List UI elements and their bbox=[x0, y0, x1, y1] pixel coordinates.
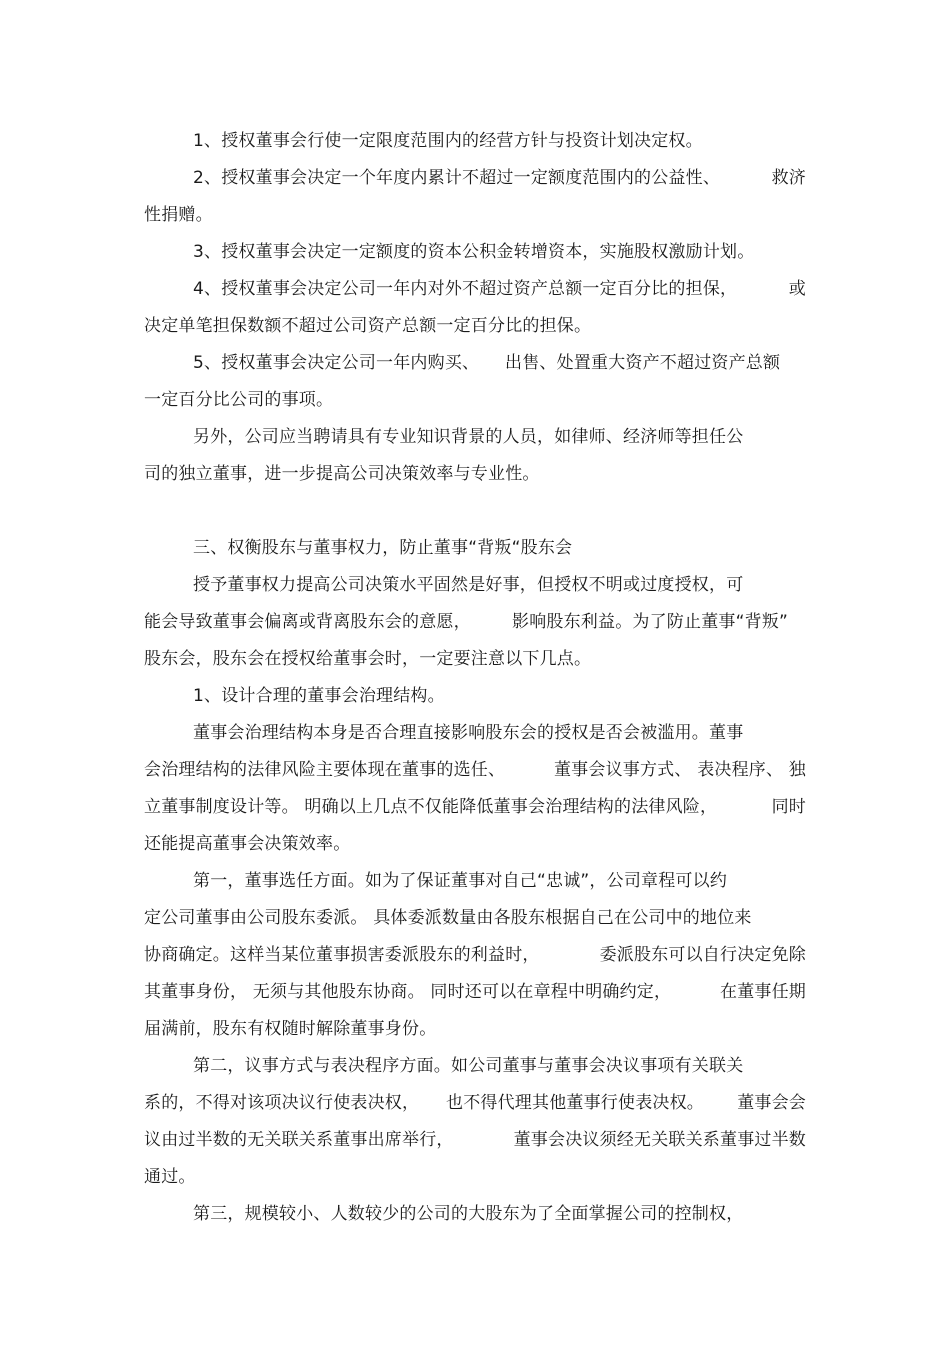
text-line-fragment: 影响股东利益。为了防止董事“背叛” bbox=[512, 612, 789, 632]
text-line: 立董事制度设计等。 明确以上几点不仅能降低董事会治理结构的法律风险， bbox=[144, 797, 718, 817]
text-line: 1、授权董事会行使一定限度范围内的经营方针与投资计划决定权。 bbox=[193, 131, 703, 151]
text-line-fragment: 董事会会 bbox=[737, 1093, 806, 1113]
text-line: 其董事身份， 无须与其他股东协商。 同时还可以在章程中明确约定， bbox=[144, 982, 672, 1002]
text-line: 协商确定。这样当某位董事损害委派股东的利益时， bbox=[144, 945, 540, 965]
text-line: 另外，公司应当聘请具有专业知识背景的人员，如律师、经济师等担任公 bbox=[193, 427, 744, 447]
text-line-fragment: 董事会议事方式、 表决程序、 独 bbox=[553, 760, 806, 780]
text-line: 股东会，股东会在授权给董事会时，一定要注意以下几点。 bbox=[144, 649, 592, 669]
section-heading: 三、权衡股东与董事权力，防止董事“背叛“股东会 bbox=[193, 538, 573, 558]
text-line: 决定单笔担保数额不超过公司资产总额一定百分比的担保。 bbox=[144, 316, 592, 336]
text-line: 司的独立董事，进一步提高公司决策效率与专业性。 bbox=[144, 464, 540, 484]
text-line-fragment: 同时 bbox=[771, 797, 806, 817]
text-line: 还能提高董事会决策效率。 bbox=[144, 834, 351, 854]
text-line-fragment: 救济 bbox=[771, 168, 806, 188]
text-line: 议由过半数的无关联关系董事出席举行， bbox=[144, 1130, 454, 1150]
text-line: 性捐赠。 bbox=[144, 205, 213, 225]
text-line: 2、授权董事会决定一个年度内累计不超过一定额度范围内的公益性、 bbox=[193, 168, 721, 188]
text-line-fragment: 董事会决议须经无关联关系董事过半数 bbox=[513, 1130, 806, 1150]
text-line: 会治理结构的法律风险主要体现在董事的选任、 bbox=[144, 760, 506, 780]
text-line: 第二，议事方式与表决程序方面。如公司董事与董事会决议事项有关联关 bbox=[193, 1056, 744, 1076]
text-line: 3、授权董事会决定一定额度的资本公积金转增资本，实施股权激励计划。 bbox=[193, 242, 755, 262]
text-line-fragment: 或 bbox=[788, 279, 806, 299]
text-line: 系的，不得对该项决议行使表决权， bbox=[144, 1093, 420, 1113]
text-line: 董事会治理结构本身是否合理直接影响股东会的授权是否会被滥用。董事 bbox=[193, 723, 744, 743]
text-line: 第一，董事选任方面。如为了保证董事对自己“忠诚”，公司章程可以约 bbox=[193, 871, 728, 891]
text-line: 能会导致董事会偏离或背离股东会的意愿， bbox=[144, 612, 471, 632]
text-line-fragment: 在董事任期 bbox=[720, 982, 806, 1002]
text-line: 通过。 bbox=[144, 1167, 196, 1187]
text-line: 4、授权董事会决定公司一年内对外不超过资产总额一定百分比的担保， bbox=[193, 279, 738, 299]
text-line: 1、设计合理的董事会治理结构。 bbox=[193, 686, 445, 706]
text-line: 5、授权董事会决定公司一年内购买、 bbox=[193, 353, 480, 373]
text-line: 第三，规模较小、人数较少的公司的大股东为了全面掌握公司的控制权， bbox=[193, 1204, 744, 1224]
text-line-fragment: 委派股东可以自行决定免除 bbox=[599, 945, 806, 965]
text-line: 定公司董事由公司股东委派。 具体委派数量由各股东根据自己在公司中的地位来 bbox=[144, 908, 752, 928]
text-line-fragment: 也不得代理其他董事行使表决权。 bbox=[446, 1093, 704, 1113]
text-line: 届满前，股东有权随时解除董事身份。 bbox=[144, 1019, 437, 1039]
text-line-fragment: 出售、处置重大资产不超过资产总额 bbox=[505, 353, 781, 373]
text-line: 一定百分比公司的事项。 bbox=[144, 390, 334, 410]
text-line: 授予董事权力提高公司决策水平固然是好事，但授权不明或过度授权，可 bbox=[193, 575, 744, 595]
